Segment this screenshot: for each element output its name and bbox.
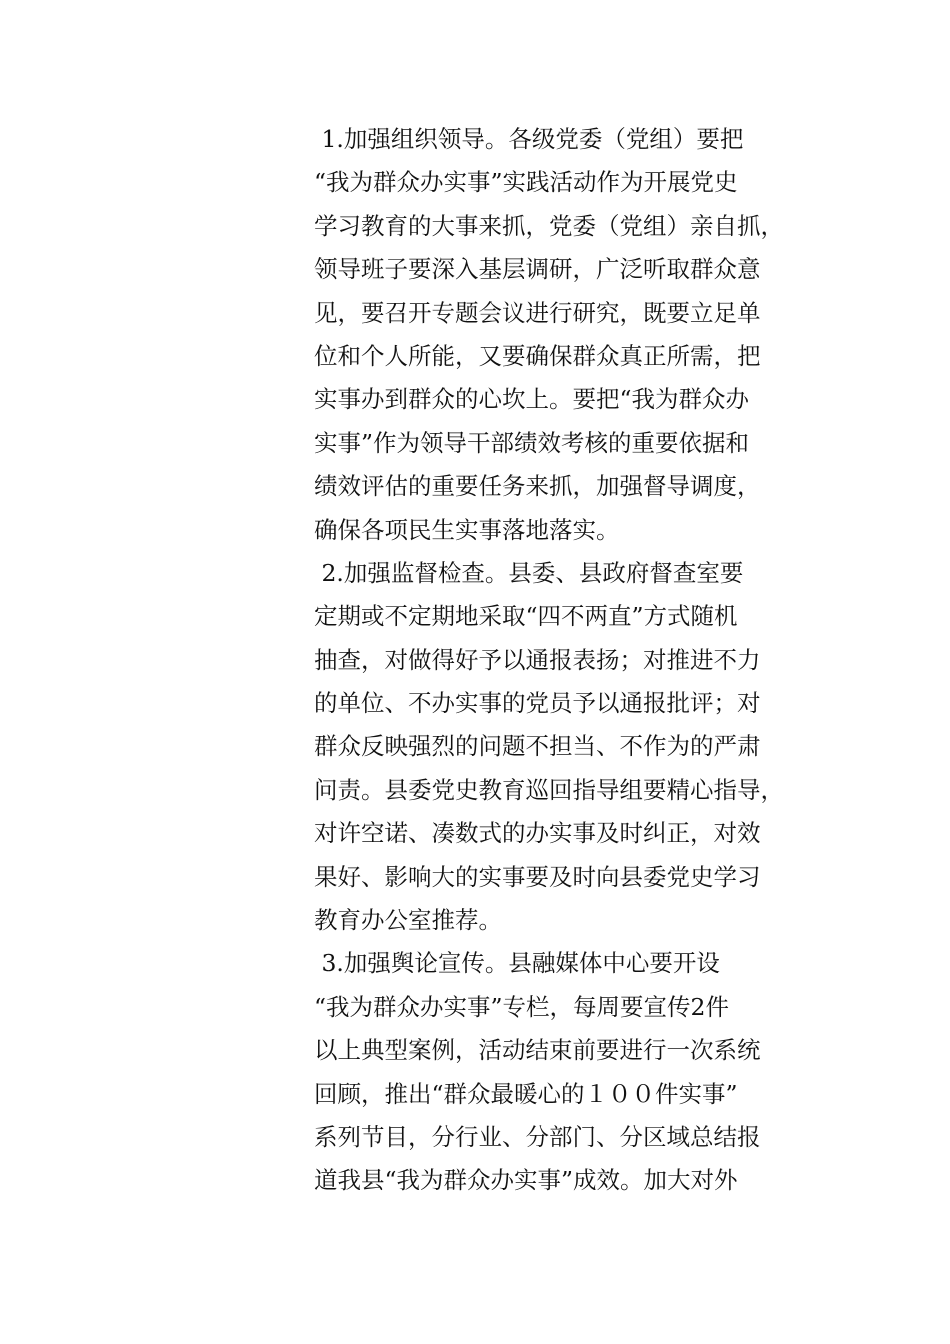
text-line: 见，要召开专题会议进行研究，既要立足单	[314, 298, 761, 327]
text-line: 2.加强监督检查。县委、县政府督查室要	[314, 558, 744, 587]
text-line: 位和个人所能，又要确保群众真正所需，把	[314, 341, 761, 370]
text-line: 问责。县委党史教育巡回指导组要精心指导，	[314, 775, 784, 804]
text-line: 1.加强组织领导。各级党委（党组）要把	[314, 125, 744, 153]
text-line: 实事”作为领导干部绩效考核的重要依据和	[314, 428, 750, 457]
text-line: 3.加强舆论宣传。县融媒体中心要开设	[314, 949, 720, 978]
text-line: 抽查，对做得好予以通报表扬；对推进不力	[314, 645, 761, 674]
text-line: 以上典型案例，活动结束前要进行一次系统	[314, 1036, 761, 1065]
text-line: 的单位、不办实事的党员予以通报批评；对	[314, 689, 761, 718]
paragraph-3	[314, 942, 814, 1202]
text-line: 道我县“我为群众办实事”成效。加大对外	[314, 1166, 738, 1195]
text-line: 对许空诺、凑数式的办实事及时纠正，对效	[314, 819, 761, 848]
text-line: 学习教育的大事来抓，党委（党组）亲自抓，	[314, 211, 784, 240]
text-line: “我为群众办实事”专栏，每周要宣传2件	[314, 992, 729, 1021]
text-line: 定期或不定期地采取“四不两直”方式随机	[314, 602, 738, 631]
text-line: 系列节目，分行业、分部门、分区域总结报	[314, 1122, 761, 1151]
text-line: “我为群众办实事”实践活动作为开展党史	[314, 168, 738, 197]
text-line: 绩效评估的重要任务来抓，加强督导调度，	[314, 472, 761, 501]
text-line: 群众反映强烈的问题不担当、不作为的严肃	[314, 732, 761, 761]
text-line: 实事办到群众的心坎上。要把“我为群众办	[314, 385, 750, 414]
paragraph-1	[314, 118, 814, 552]
text-line: 回顾，推出“群众最暖心的１００件实事”	[314, 1079, 738, 1108]
text-line: 确保各项民生实事落地落实。	[314, 515, 620, 544]
paragraph-2	[314, 552, 814, 943]
document-body	[314, 118, 814, 1203]
text-line: 果好、影响大的实事要及时向县委党史学习	[314, 862, 761, 891]
text-line: 教育办公室推荐。	[314, 906, 502, 935]
text-line: 领导班子要深入基层调研，广泛听取群众意	[314, 255, 761, 284]
